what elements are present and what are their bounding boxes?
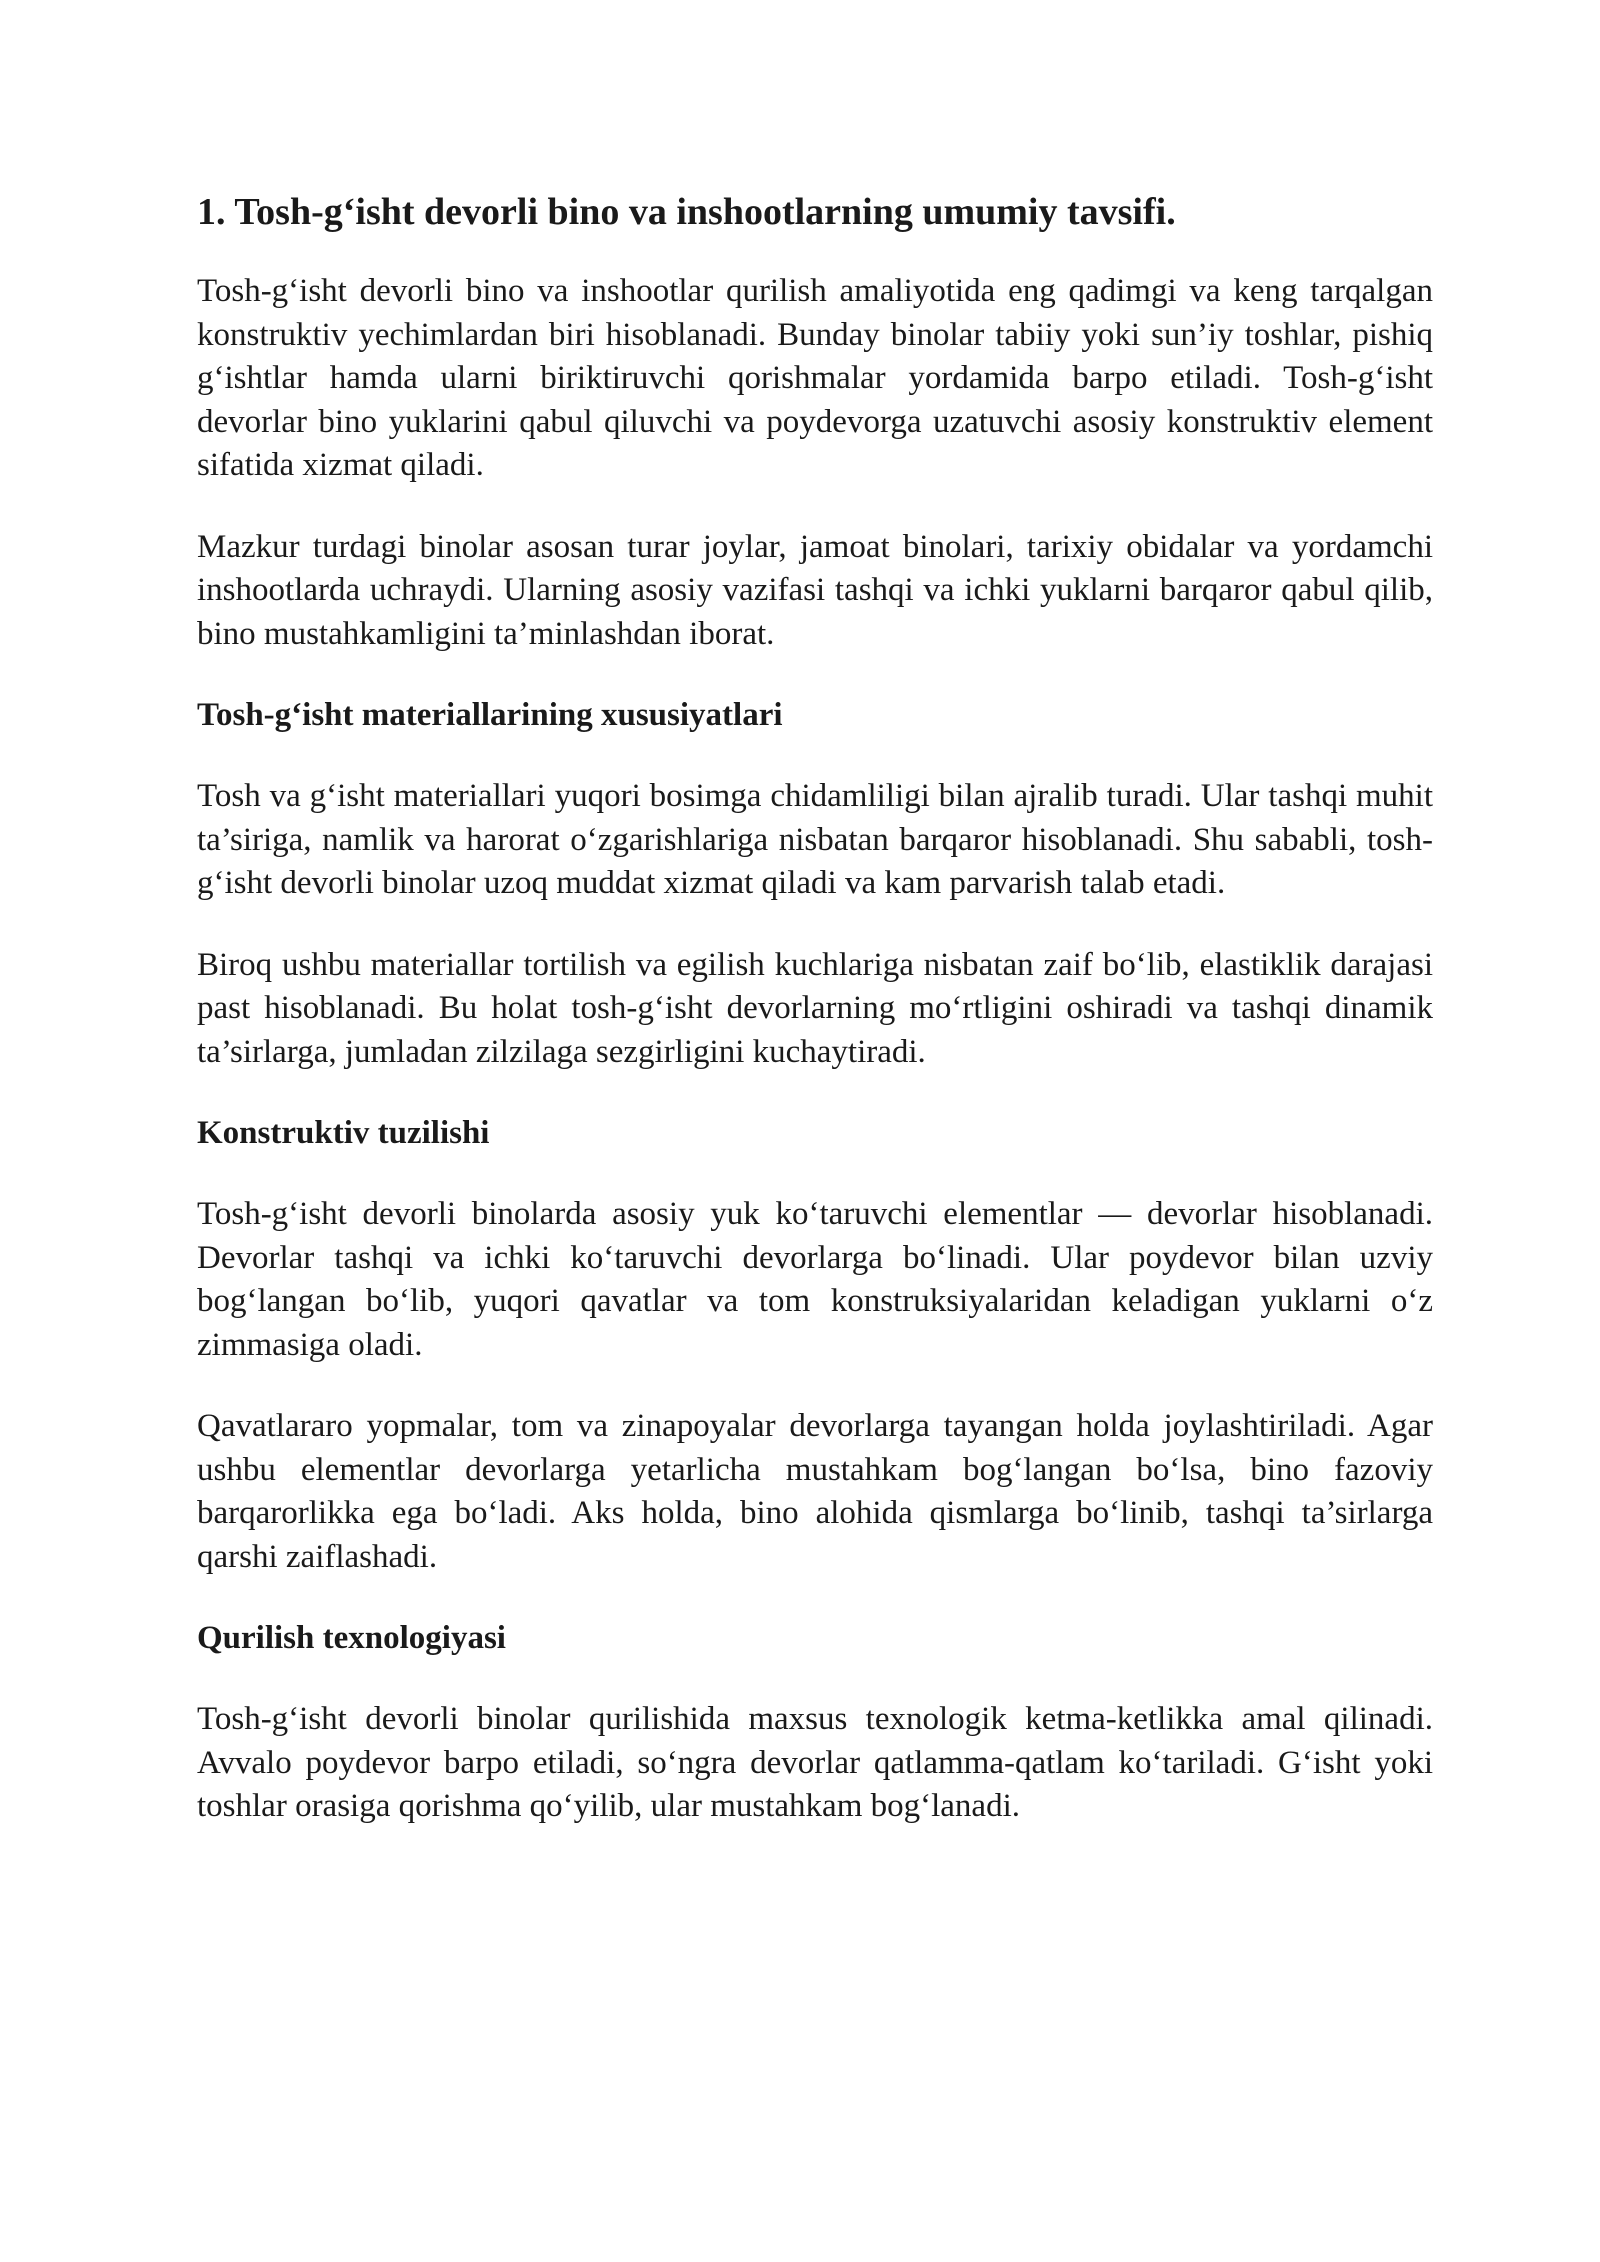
paragraph: Tosh-g‘isht devorli binolarda asosiy yuk ko‘taruvchi elementlar — devorlar hisoblanadi. Devorlar tashqi va ichki ko‘taruvchi devorlarga bo‘linadi. Ular poydevor bilan uzviy bog‘langan bo‘lib, yuqori qavatlar va tom konstruksiyalaridan keladigan yuklarni o‘z zimmasiga oladi. (197, 1196, 1433, 1363)
document-title: 1. Tosh-g‘isht devorli bino va inshootlarning umumiy tavsifi. (197, 191, 1176, 233)
section-heading-structure: Konstruktiv tuzilishi (197, 1115, 490, 1151)
document-body (197, 190, 1433, 1867)
paragraph: Qavatlararo yopmalar, tom va zinapoyalar devorlarga tayangan holda joylashtiriladi. Agar ushbu elementlar devorlarga yetarlicha mustahkam bog‘langan bo‘lsa, bino fazoviy barqarorlikka ega bo‘ladi. Aks holda, bino alohida qismlarga bo‘linib, tashqi ta’sirlarga qarshi zaiflashadi. (197, 1408, 1433, 1575)
paragraph: Tosh-g‘isht devorli binolar qurilishida maxsus texnologik ketma-ketlikka amal qilinadi. Avvalo poydevor barpo etiladi, so‘ngra devorlar qatlamma-qatlam ko‘tariladi. G‘isht yoki toshlar orasiga qorishma qo‘yilib, ular mustahkam bog‘lanadi. (197, 1701, 1433, 1824)
paragraph: Mazkur turdagi binolar asosan turar joylar, jamoat binolari, tarixiy obidalar va yordamchi inshootlarda uchraydi. Ularning asosiy vazifasi tashqi va ichki yuklarni barqaror qabul qilib, bino mustahkamligini ta’minlashdan iborat. (197, 528, 1433, 652)
paragraph: Biroq ushbu materiallar tortilish va egilish kuchlariga nisbatan zaif bo‘lib, elastiklik darajasi past hisoblanadi. Bu holat tosh-g‘isht devorlarning mo‘rtligini oshiradi va tashqi dinamik ta’sirlarga, jumladan zilzilaga sezgirligini kuchaytiradi. (197, 946, 1433, 1070)
section-heading-technology: Qurilish texnologiyasi (197, 1620, 506, 1656)
paragraph: Tosh va g‘isht materiallari yuqori bosimga chidamliligi bilan ajralib turadi. Ular tashqi muhit ta’siriga, namlik va harorat o‘zgarishlariga nisbatan barqaror hisoblanadi. Shu sababli, tosh-g‘isht devorli binolar uzoq muddat xizmat qiladi va kam parvarish talab etadi. (197, 778, 1433, 901)
paragraph: Tosh-g‘isht devorli bino va inshootlar qurilish amaliyotida eng qadimgi va keng tarqalgan konstruktiv yechimlardan biri hisoblanadi. Bunday binolar tabiiy yoki sun’iy toshlar, pishiq g‘ishtlar hamda ularni biriktiruvchi qorishmalar yordamida barpo etiladi. Tosh-g‘isht devorlar bino yuklarini qabul qiluvchi va poydevorga uzatuvchi asosiy konstruktiv element sifatida xizmat qiladi. (197, 273, 1433, 483)
section-heading-materials: Tosh-g‘isht materiallarining xususiyatlari (197, 697, 783, 733)
